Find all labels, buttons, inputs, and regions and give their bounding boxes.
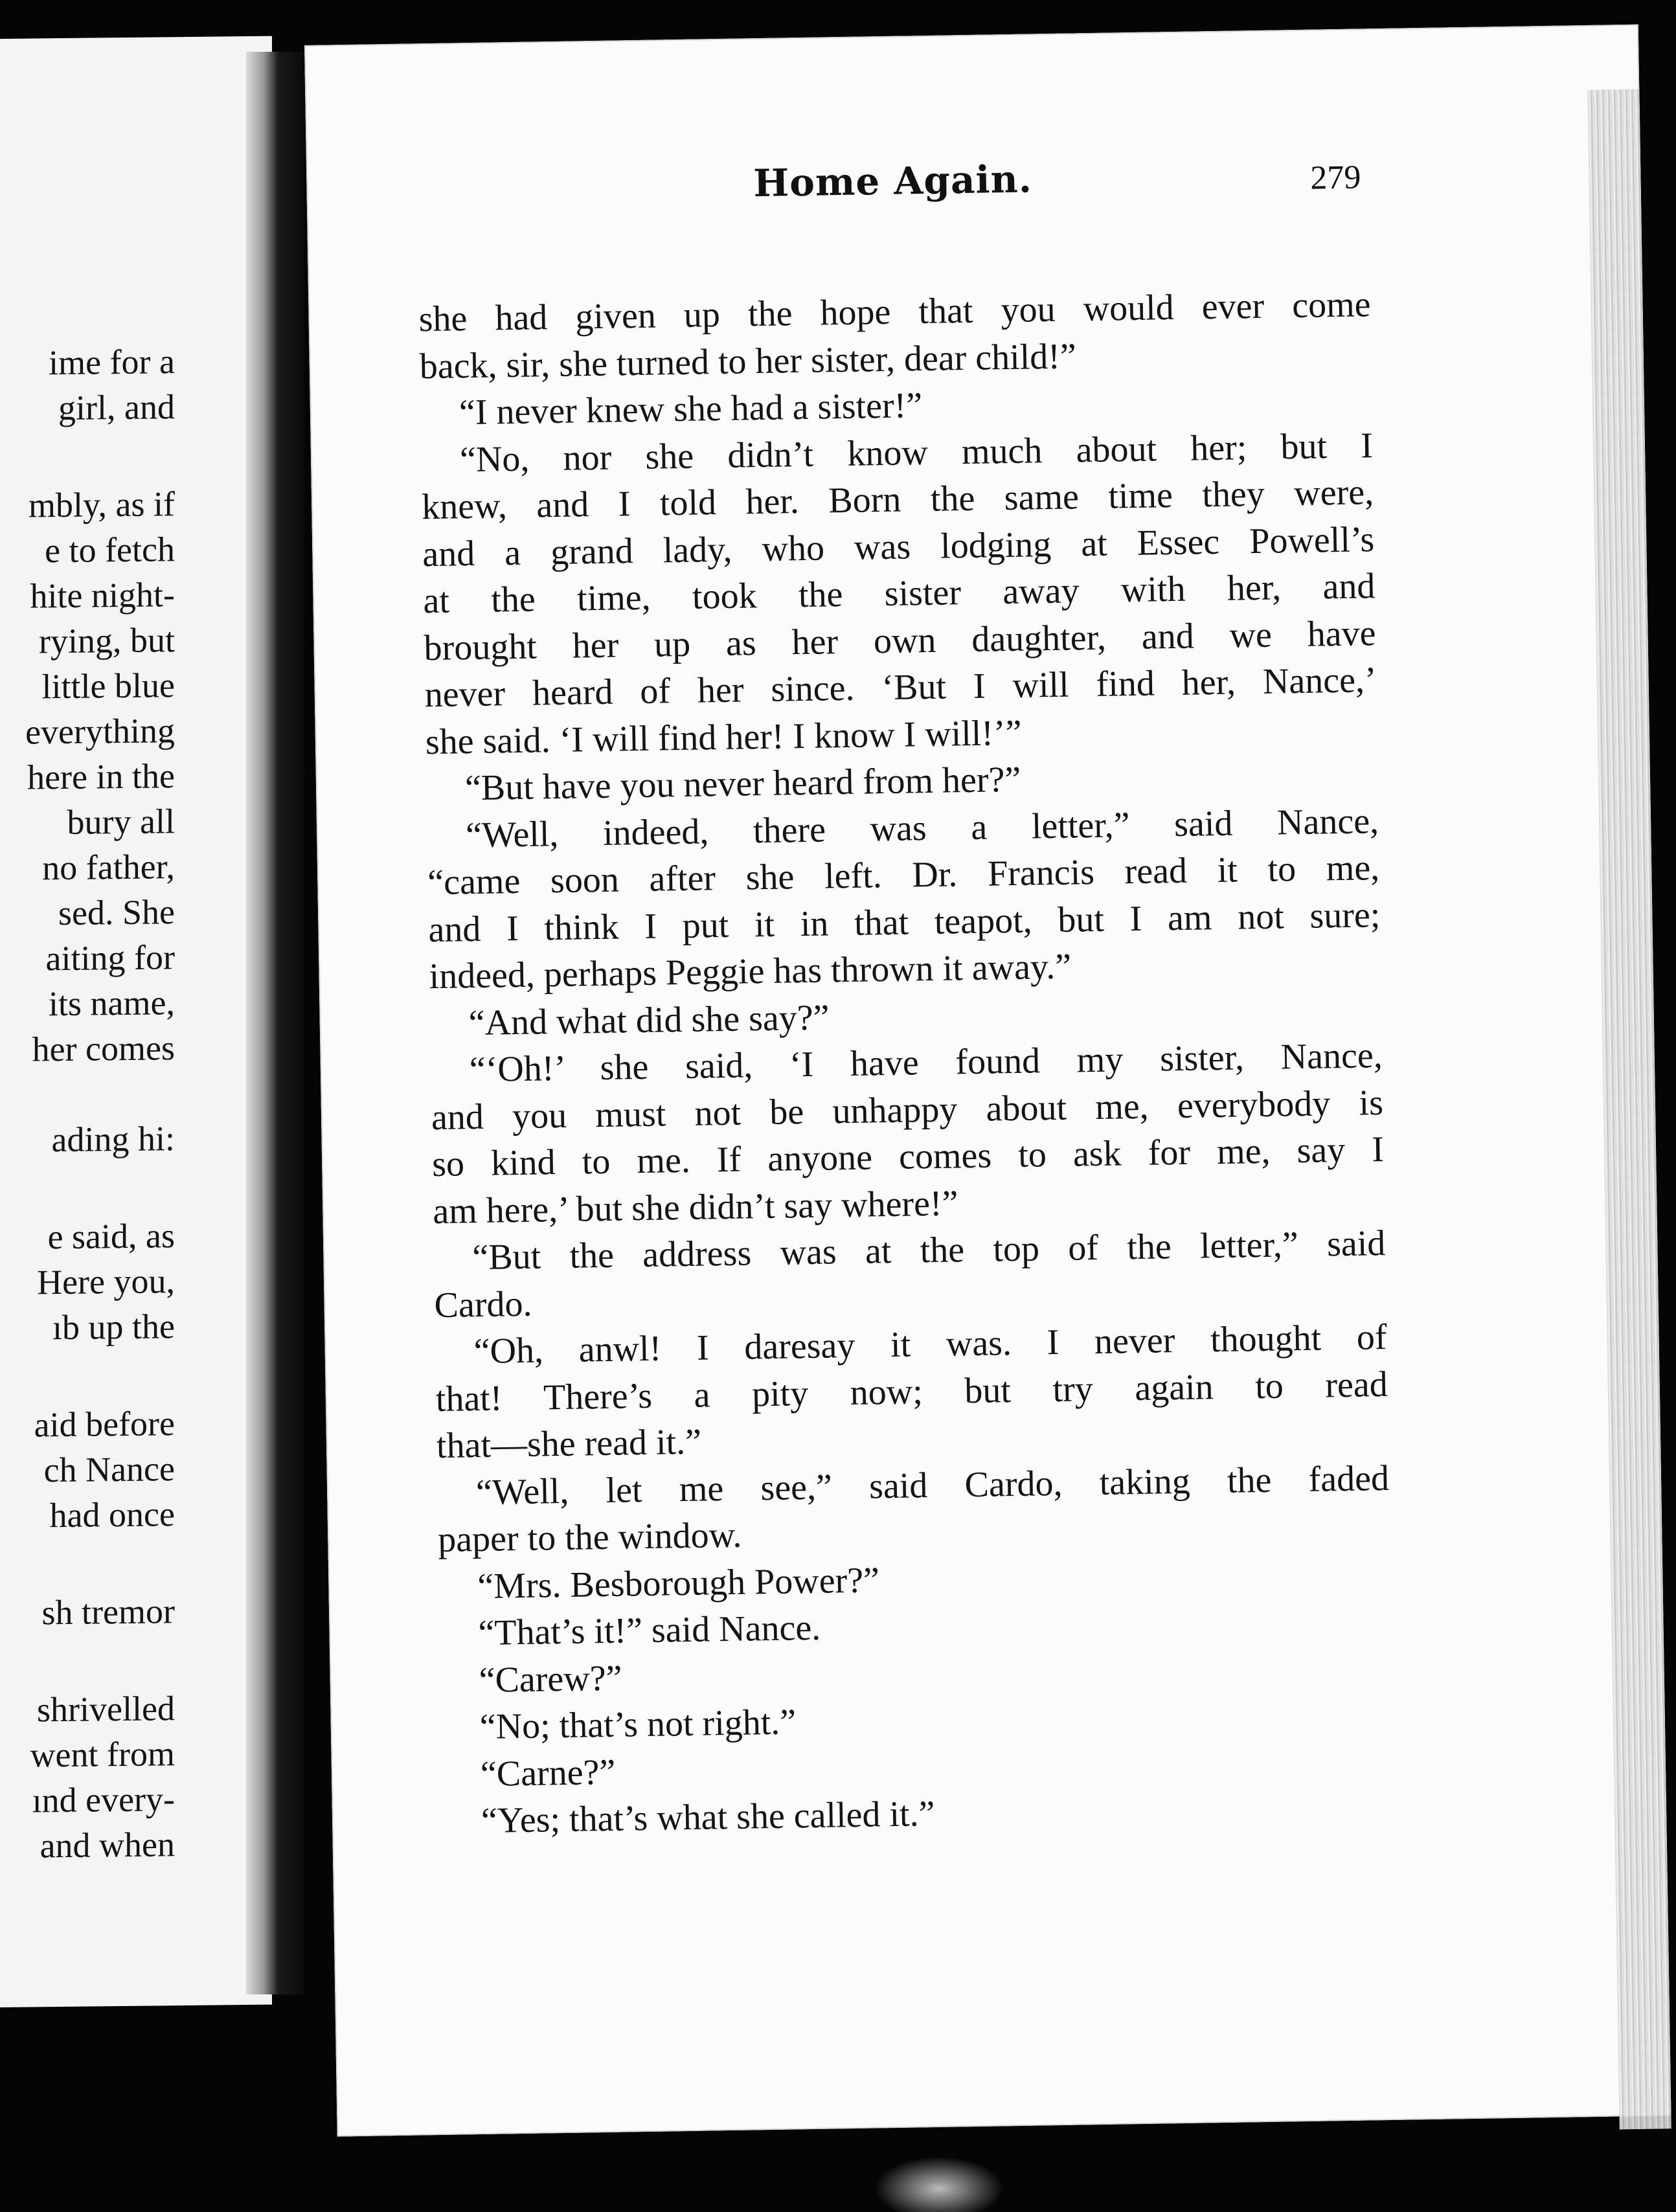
text-line: she had given up the hope that you would ever come bbox=[418, 284, 1371, 340]
left-text-line: e said, as bbox=[47, 1216, 175, 1257]
right-page bbox=[304, 25, 1671, 2137]
page-number: 279 bbox=[1309, 159, 1361, 197]
page-header bbox=[449, 152, 1361, 225]
text-line: “That’s it!” said Nance. bbox=[478, 1607, 821, 1654]
left-text-line: shrivelled bbox=[37, 1689, 175, 1730]
text-line: indeed, perhaps Peggie has thrown it away.” bbox=[429, 946, 1072, 997]
text-line: knew, and I told her. Born the same time they were, bbox=[421, 472, 1374, 528]
text-line: “Mrs. Besborough Power?” bbox=[477, 1559, 880, 1607]
left-text-line: sh tremor bbox=[41, 1592, 175, 1632]
left-text-line: little blue bbox=[41, 666, 175, 706]
left-text-line: had once bbox=[49, 1495, 175, 1535]
left-page-text bbox=[0, 37, 175, 1866]
text-line: “‘Oh!’ she said, ‘I have found my sister, Nance, bbox=[469, 1035, 1383, 1090]
text-line: brought her up as her own daughter, and we have bbox=[424, 613, 1376, 668]
text-line: “came soon after she left. Dr. Francis read it to me, bbox=[427, 848, 1380, 903]
text-line: Cardo. bbox=[434, 1283, 532, 1326]
left-text-line: girl, and bbox=[58, 387, 175, 428]
text-line: and a grand lady, who was lodging at Essec Powell’s bbox=[422, 519, 1375, 574]
text-line: never heard of her since. ‘But I will find her, Nance,’ bbox=[424, 660, 1377, 716]
left-text-line: mbly, as if bbox=[28, 484, 175, 525]
left-text-line: her comes bbox=[32, 1028, 175, 1069]
left-text-line: aid before bbox=[34, 1404, 175, 1445]
left-text-line: bury all bbox=[67, 802, 175, 842]
running-head: Home Again. bbox=[753, 157, 1033, 206]
left-text-line: Here you, bbox=[37, 1261, 175, 1302]
text-line: so kind to me. If anyone comes to ask for me, say I bbox=[431, 1129, 1385, 1185]
text-line: that! There’s a pity now; but try again to read bbox=[435, 1364, 1388, 1419]
left-text-line: e to fetch bbox=[45, 530, 175, 570]
text-line: paper to the window. bbox=[437, 1515, 742, 1561]
left-text-line: ading hi: bbox=[51, 1119, 175, 1160]
left-text-line: sed. She bbox=[58, 892, 175, 933]
text-line: “I never knew she had a sister!” bbox=[459, 385, 923, 433]
text-line: and I think I put it in that teapot, but I am not sure; bbox=[427, 894, 1381, 950]
book-gutter bbox=[246, 52, 304, 1994]
text-line: “And what did she say?” bbox=[468, 997, 830, 1043]
text-line: that—she read it.” bbox=[436, 1421, 702, 1467]
left-text-line: here in the bbox=[27, 756, 175, 797]
left-text-line: no father, bbox=[42, 847, 175, 888]
text-line: “But have you never heard from her?” bbox=[464, 759, 1021, 809]
body-text bbox=[418, 281, 1394, 1845]
text-line: “Well, indeed, there was a letter,” said Nance, bbox=[465, 800, 1379, 855]
scanner-shadow bbox=[874, 2156, 1004, 2212]
text-line: and you must not be unhappy about me, everybody is bbox=[431, 1082, 1384, 1138]
text-line: “Oh, anwl! I daresay it was. I never thought of bbox=[473, 1316, 1388, 1372]
left-text-line: ime for a bbox=[49, 342, 175, 383]
left-text-line: went from bbox=[30, 1734, 175, 1775]
text-line: “No; that’s not right.” bbox=[479, 1702, 797, 1748]
text-line: “Carne?” bbox=[480, 1752, 616, 1794]
left-text-line: aiting for bbox=[45, 938, 175, 978]
left-text-line: ıb up the bbox=[52, 1307, 175, 1348]
text-line: am here,’ but she didn’t say where!” bbox=[432, 1182, 958, 1232]
text-line: “Well, let me see,” said Cardo, taking the faded bbox=[475, 1458, 1390, 1513]
left-text-line: ch Nance bbox=[43, 1449, 175, 1490]
text-line: “But the address was at the top of the letter,” said bbox=[471, 1223, 1386, 1278]
text-line: back, sir, she turned to her sister, dear child!” bbox=[419, 335, 1077, 387]
page-edge bbox=[1587, 89, 1671, 2130]
text-line: at the time, took the sister away with her, and bbox=[423, 566, 1376, 622]
text-line: “Carew?” bbox=[479, 1658, 622, 1700]
left-text-line: hite night- bbox=[30, 575, 175, 616]
left-text-line: ınd every- bbox=[32, 1779, 175, 1820]
left-text-line: its name, bbox=[49, 983, 175, 1024]
text-line: “Yes; that’s what she called it.” bbox=[481, 1794, 935, 1842]
left-text-line: and when bbox=[40, 1825, 175, 1866]
text-line: she said. ‘I will find her! I know I will!’” bbox=[425, 712, 1022, 762]
left-text-line: everything bbox=[25, 711, 175, 752]
text-line: “No, nor she didn’t know much about her; but I bbox=[459, 425, 1374, 480]
left-page bbox=[0, 36, 272, 2007]
left-text-line: rying, but bbox=[39, 620, 175, 661]
